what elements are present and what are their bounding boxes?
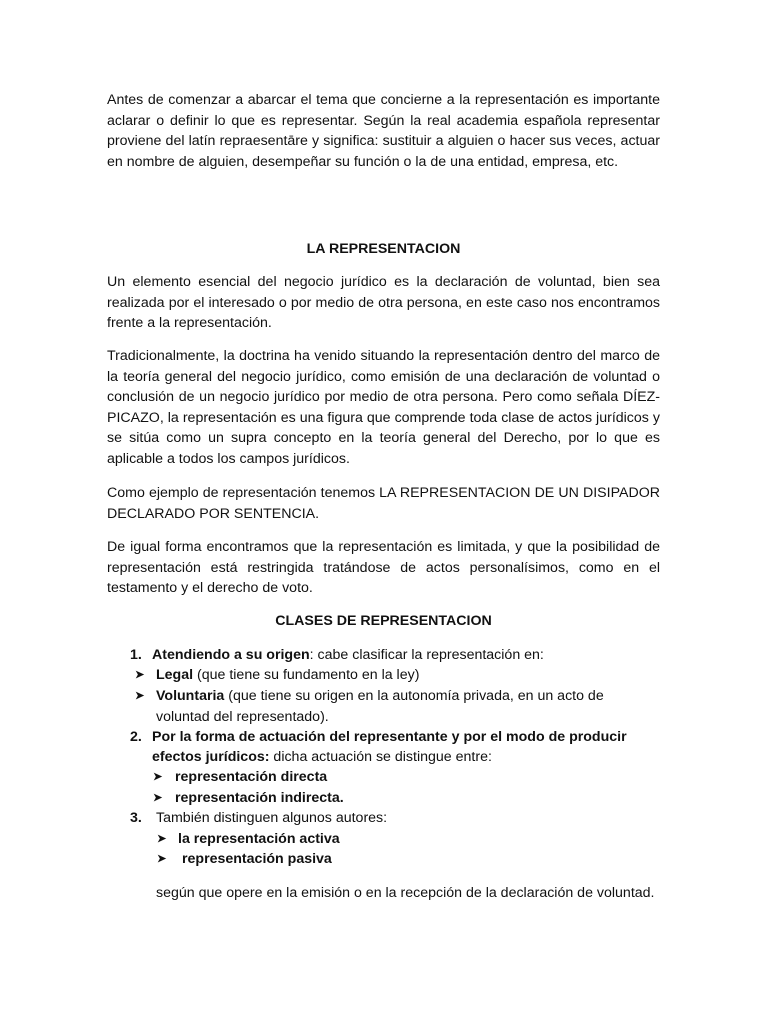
list-item-forma-actuacion: Por la forma de actuación del representante y por el modo de producir <box>152 729 627 745</box>
list-number-2: 2. <box>130 729 142 745</box>
sub-item-indirecta: representación indirecta. <box>175 790 344 806</box>
sub-item-legal-text: (que tiene su fundamento en la ley) <box>193 667 420 683</box>
list-number-1: 1. <box>130 647 142 663</box>
arrow-bullet-icon: ➤ <box>153 792 163 804</box>
arrow-bullet-icon: ➤ <box>135 690 145 702</box>
list-item-efectos-text: dicha actuación se distingue entre: <box>269 749 492 765</box>
list-item-autores: También distinguen algunos autores: <box>156 810 388 826</box>
list-item-origen-text: : cabe clasificar la representación en: <box>309 647 544 663</box>
paragraph-ejemplo: Como ejemplo de representación tenemos LA REPRESENTACION DE UN DISIPADOR DECLARADO POR SENTENCIA. <box>107 485 660 522</box>
sub-item-voluntaria <box>156 686 660 707</box>
paragraph-igual-forma: De igual forma encontramos que la representación es limitada, y que la posibilidad de representación está restringida tratándose de actos personalísimos, como en el testamento y el derecho de voto. <box>107 539 660 597</box>
sub-item-voluntaria-text: (que tiene su origen en la autonomía privada, en un acto de <box>224 688 604 704</box>
list-item-forma-actuacion-continued <box>152 747 492 768</box>
list-item-origen-label: Atendiendo a su origen <box>152 647 310 663</box>
sub-item-activa: la representación activa <box>178 831 340 847</box>
sub-item-pasiva: representación pasiva <box>182 851 332 867</box>
arrow-bullet-icon: ➤ <box>157 833 167 845</box>
closing-paragraph: según que opere en la emisión o en la recepción de la declaración de voluntad. <box>156 885 655 901</box>
paragraph-tradicionalmente: Tradicionalmente, la doctrina ha venido situando la representación dentro del marco de la teoría general del negocio jurídico, como emisión de una declaración de voluntad o conclusión de un negocio jurídico por medio de otra persona. Pero como señala DÍEZ-PICAZO, la representación es una figura que comprende toda clase de actos jurídicos y se sitúa como un supra concepto en la teoría general del Derecho, por lo que es aplicable a todos los campos jurídicos. <box>107 348 660 467</box>
list-number-3: 3. <box>130 810 142 826</box>
arrow-bullet-icon: ➤ <box>153 771 163 783</box>
paragraph-elemento-esencial: Un elemento esencial del negocio jurídico es la declaración de voluntad, bien sea realizada por el interesado o por medio de otra persona, en este caso nos encontramos frente a la representación. <box>107 274 660 332</box>
sub-item-directa: representación directa <box>175 769 328 785</box>
arrow-bullet-icon: ➤ <box>135 669 145 681</box>
sub-item-voluntaria-label: Voluntaria <box>156 688 225 704</box>
list-item-origen <box>152 645 544 666</box>
sub-item-legal-label: Legal <box>156 667 194 683</box>
intro-paragraph: Antes de comenzar a abarcar el tema que concierne a la representación es importante aclarar o definir lo que es representar. Según la real academia española representar proviene del latín repraesentāre y significa: sustituir a alguien o hacer sus veces, actuar en nombre de alguien, desempeñar su función o la de una entidad, empresa, etc. <box>107 92 660 170</box>
heading-la-representacion: LA REPRESENTACION <box>306 241 461 257</box>
list-item-efectos-label: efectos jurídicos: <box>152 749 270 765</box>
sub-item-voluntaria-continued: voluntad del representado). <box>156 709 329 725</box>
sub-item-legal <box>156 665 419 686</box>
heading-clases-representacion: CLASES DE REPRESENTACION <box>275 613 492 629</box>
arrow-bullet-icon: ➤ <box>157 853 167 865</box>
